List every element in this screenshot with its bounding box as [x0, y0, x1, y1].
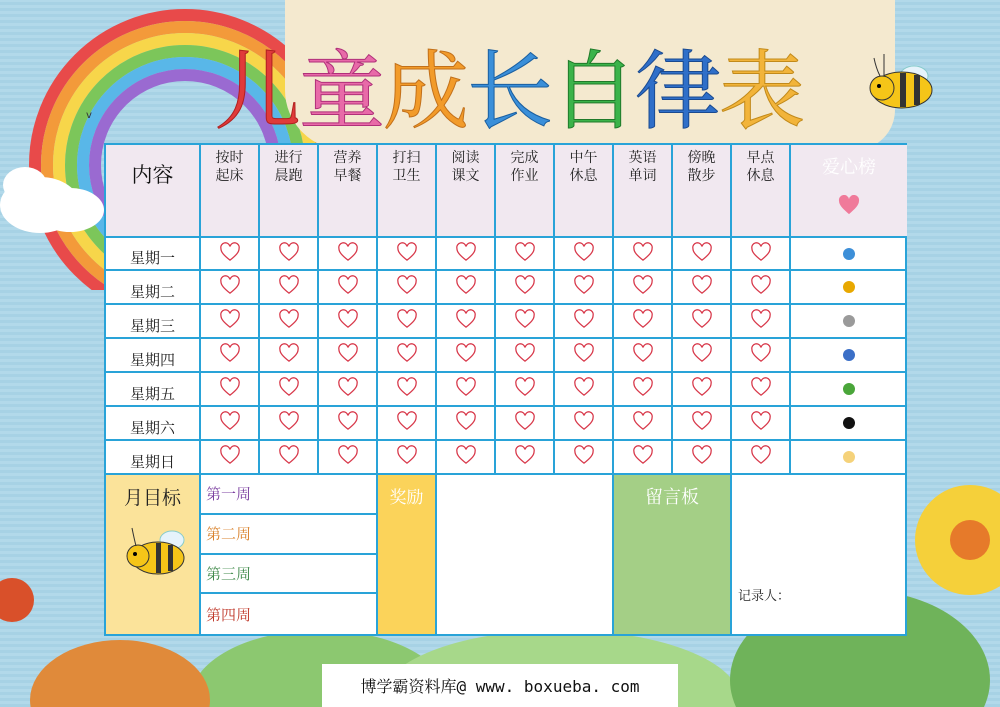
- heart-outline-icon: [632, 445, 654, 469]
- heart-checkbox[interactable]: [496, 271, 555, 305]
- page-title: [215, 22, 815, 142]
- task-label-line1: 营养: [333, 150, 362, 166]
- heart-checkbox[interactable]: [673, 339, 732, 373]
- heart-checkbox[interactable]: [378, 441, 437, 475]
- task-label-line2: 单词: [628, 168, 657, 184]
- heart-outline-icon: [337, 411, 359, 435]
- heart-checkbox[interactable]: [260, 407, 319, 441]
- heart-outline-icon: [455, 275, 477, 299]
- heart-checkbox[interactable]: [319, 305, 378, 339]
- day-label-cell: 星期三: [106, 305, 201, 339]
- reward-cell: [378, 475, 437, 634]
- task-label-line2: 卫生: [392, 168, 421, 184]
- heart-checkbox[interactable]: [673, 238, 732, 271]
- heart-checkbox[interactable]: [201, 441, 260, 475]
- header-task-cell: [437, 145, 496, 238]
- heart-checkbox[interactable]: [378, 305, 437, 339]
- heart-outline-icon: [691, 377, 713, 401]
- heart-checkbox[interactable]: [201, 339, 260, 373]
- heart-outline-icon: [455, 343, 477, 367]
- heart-checkbox[interactable]: [732, 441, 791, 475]
- heart-checkbox[interactable]: [201, 238, 260, 271]
- heart-outline-icon: [337, 309, 359, 333]
- heart-checkbox[interactable]: [496, 339, 555, 373]
- heart-checkbox[interactable]: [555, 271, 614, 305]
- heart-outline-icon: [632, 275, 654, 299]
- heart-outline-icon: [750, 343, 772, 367]
- heart-checkbox[interactable]: [260, 238, 319, 271]
- heart-checkbox[interactable]: [378, 407, 437, 441]
- heart-checkbox[interactable]: [732, 339, 791, 373]
- love-board-dot-cell: [791, 238, 907, 271]
- heart-outline-icon: [750, 445, 772, 469]
- heart-outline-icon: [337, 275, 359, 299]
- heart-checkbox[interactable]: [319, 373, 378, 407]
- day-label-cell: 星期四: [106, 339, 201, 373]
- heart-outline-icon: [455, 445, 477, 469]
- title-char: 自: [551, 42, 635, 142]
- heart-checkbox[interactable]: [614, 305, 673, 339]
- heart-checkbox[interactable]: [496, 238, 555, 271]
- heart-outline-icon: [278, 275, 300, 299]
- heart-outline-icon: [337, 242, 359, 266]
- task-label-line2: 晨跑: [274, 168, 303, 184]
- heart-outline-icon: [691, 275, 713, 299]
- task-label-line1: 中午: [569, 150, 598, 166]
- heart-checkbox[interactable]: [673, 373, 732, 407]
- love-board-header: [791, 145, 907, 238]
- heart-checkbox[interactable]: [614, 373, 673, 407]
- heart-icon: [791, 195, 907, 219]
- heart-outline-icon: [573, 445, 595, 469]
- bee-illustration: [862, 48, 942, 118]
- heart-checkbox[interactable]: [201, 373, 260, 407]
- heart-outline-icon: [573, 309, 595, 333]
- heart-outline-icon: [219, 343, 241, 367]
- heart-outline-icon: [632, 242, 654, 266]
- day-label-cell: 星期二: [106, 271, 201, 305]
- heart-checkbox[interactable]: [260, 373, 319, 407]
- heart-outline-icon: [691, 343, 713, 367]
- heart-checkbox[interactable]: [496, 305, 555, 339]
- love-board-dot-cell: [791, 373, 907, 407]
- heart-outline-icon: [278, 242, 300, 266]
- love-board-dot-cell: [791, 305, 907, 339]
- heart-outline-icon: [396, 275, 418, 299]
- heart-outline-icon: [514, 411, 536, 435]
- heart-checkbox[interactable]: [319, 271, 378, 305]
- heart-outline-icon: [573, 242, 595, 266]
- heart-outline-icon: [455, 242, 477, 266]
- title-char: 长: [467, 42, 551, 142]
- heart-outline-icon: [396, 242, 418, 266]
- task-label-line1: 打扫: [392, 150, 421, 166]
- heart-outline-icon: [337, 445, 359, 469]
- heart-checkbox[interactable]: [437, 441, 496, 475]
- heart-checkbox[interactable]: [378, 339, 437, 373]
- heart-outline-icon: [573, 377, 595, 401]
- heart-outline-icon: [632, 343, 654, 367]
- love-board-label: 爱心榜: [822, 157, 876, 178]
- heart-outline-icon: [278, 377, 300, 401]
- color-dot-icon: [843, 383, 855, 395]
- heart-outline-icon: [573, 275, 595, 299]
- header-task-cell: [673, 145, 732, 238]
- heart-checkbox[interactable]: [437, 238, 496, 271]
- heart-outline-icon: [750, 309, 772, 333]
- heart-checkbox[interactable]: [673, 305, 732, 339]
- heart-outline-icon: [514, 377, 536, 401]
- title-char: 儿: [215, 42, 299, 142]
- title-char: 表: [719, 42, 803, 142]
- task-label-line1: 阅读: [451, 150, 480, 166]
- heart-checkbox[interactable]: [319, 441, 378, 475]
- heart-checkbox[interactable]: [732, 407, 791, 441]
- heart-outline-icon: [632, 377, 654, 401]
- heart-checkbox[interactable]: [673, 441, 732, 475]
- title-char: 童: [299, 42, 383, 142]
- task-label-line1: 完成: [510, 150, 539, 166]
- task-label-line2: 休息: [746, 168, 775, 184]
- heart-checkbox[interactable]: [732, 271, 791, 305]
- heart-outline-icon: [278, 343, 300, 367]
- heart-checkbox[interactable]: [673, 271, 732, 305]
- header-task-cell: [260, 145, 319, 238]
- week-goal-row[interactable]: 第二周: [201, 515, 378, 555]
- love-board-dot-cell: [791, 407, 907, 441]
- heart-checkbox[interactable]: [614, 238, 673, 271]
- heart-checkbox[interactable]: [496, 441, 555, 475]
- heart-checkbox[interactable]: [732, 305, 791, 339]
- task-label-line1: 进行: [274, 150, 303, 166]
- header-task-cell: [496, 145, 555, 238]
- heart-outline-icon: [632, 309, 654, 333]
- reward-area[interactable]: [437, 475, 614, 634]
- heart-outline-icon: [219, 377, 241, 401]
- heart-outline-icon: [396, 411, 418, 435]
- heart-outline-icon: [514, 309, 536, 333]
- heart-checkbox[interactable]: [437, 305, 496, 339]
- love-board-dot-cell: [791, 441, 907, 475]
- content-label: 内容: [131, 163, 174, 187]
- title-char: 律: [635, 42, 719, 142]
- task-label-line2: 早餐: [333, 168, 362, 184]
- heart-checkbox[interactable]: [555, 238, 614, 271]
- header-content-cell: [106, 145, 201, 238]
- color-dot-icon: [843, 248, 855, 260]
- heart-outline-icon: [278, 309, 300, 333]
- heart-outline-icon: [337, 343, 359, 367]
- heart-outline-icon: [278, 411, 300, 435]
- heart-outline-icon: [573, 411, 595, 435]
- heart-outline-icon: [219, 309, 241, 333]
- task-label-line2: 散步: [687, 168, 716, 184]
- task-label-line1: 英语: [628, 150, 657, 166]
- task-label-line2: 休息: [569, 168, 598, 184]
- heart-outline-icon: [396, 445, 418, 469]
- heart-outline-icon: [396, 309, 418, 333]
- color-dot-icon: [843, 349, 855, 361]
- month-goal-label: 月目标: [123, 487, 181, 509]
- heart-checkbox[interactable]: [437, 339, 496, 373]
- heart-checkbox[interactable]: [260, 271, 319, 305]
- cloud-illustration: [0, 150, 110, 240]
- heart-checkbox[interactable]: [732, 373, 791, 407]
- task-label-line2: 课文: [451, 168, 480, 184]
- love-board-dot-cell: [791, 339, 907, 373]
- day-label-cell: 星期日: [106, 441, 201, 475]
- color-dot-icon: [843, 417, 855, 429]
- heart-outline-icon: [514, 242, 536, 266]
- heart-outline-icon: [219, 275, 241, 299]
- heart-checkbox[interactable]: [201, 305, 260, 339]
- heart-outline-icon: [337, 377, 359, 401]
- header-task-cell: [555, 145, 614, 238]
- header-task-cell: [614, 145, 673, 238]
- message-area[interactable]: [732, 475, 907, 634]
- heart-outline-icon: [691, 445, 713, 469]
- week-goal-row[interactable]: 第一周: [201, 475, 378, 515]
- heart-outline-icon: [396, 343, 418, 367]
- heart-outline-icon: [514, 275, 536, 299]
- heart-checkbox[interactable]: [555, 441, 614, 475]
- heart-checkbox[interactable]: [319, 339, 378, 373]
- heart-outline-icon: [691, 242, 713, 266]
- heart-checkbox[interactable]: [555, 407, 614, 441]
- heart-outline-icon: [455, 377, 477, 401]
- heart-outline-icon: [219, 242, 241, 266]
- heart-checkbox[interactable]: [496, 407, 555, 441]
- love-board-dot-cell: [791, 271, 907, 305]
- heart-checkbox[interactable]: [437, 407, 496, 441]
- heart-checkbox[interactable]: [614, 271, 673, 305]
- heart-checkbox[interactable]: [378, 238, 437, 271]
- header-task-cell: [732, 145, 791, 238]
- heart-checkbox[interactable]: [614, 407, 673, 441]
- heart-checkbox[interactable]: [437, 373, 496, 407]
- schedule-table: [104, 143, 907, 636]
- heart-checkbox[interactable]: [437, 271, 496, 305]
- heart-checkbox[interactable]: [260, 305, 319, 339]
- reward-label: 奖励: [389, 488, 424, 508]
- heart-outline-icon: [514, 445, 536, 469]
- heart-outline-icon: [514, 343, 536, 367]
- heart-outline-icon: [396, 377, 418, 401]
- heart-checkbox[interactable]: [614, 441, 673, 475]
- heart-outline-icon: [219, 445, 241, 469]
- heart-outline-icon: [278, 445, 300, 469]
- heart-checkbox[interactable]: [319, 238, 378, 271]
- color-dot-icon: [843, 315, 855, 327]
- heart-outline-icon: [632, 411, 654, 435]
- heart-checkbox[interactable]: [555, 339, 614, 373]
- heart-outline-icon: [455, 411, 477, 435]
- heart-outline-icon: [691, 309, 713, 333]
- heart-checkbox[interactable]: [555, 373, 614, 407]
- day-label-cell: 星期一: [106, 238, 201, 271]
- heart-checkbox[interactable]: [260, 441, 319, 475]
- color-dot-icon: [843, 451, 855, 463]
- heart-checkbox[interactable]: [614, 339, 673, 373]
- month-goal-cell: [106, 475, 201, 634]
- task-label-line2: 作业: [510, 168, 539, 184]
- heart-checkbox[interactable]: [260, 339, 319, 373]
- message-board-label: 留言板: [645, 487, 699, 508]
- heart-outline-icon: [691, 411, 713, 435]
- heart-checkbox[interactable]: [319, 407, 378, 441]
- heart-checkbox[interactable]: [201, 407, 260, 441]
- recorder-label: 记录人：: [738, 589, 791, 604]
- heart-outline-icon: [573, 343, 595, 367]
- heart-checkbox[interactable]: [201, 271, 260, 305]
- task-label-line2: 起床: [215, 168, 244, 184]
- stray-mark: v: [86, 110, 92, 121]
- title-char: 成: [383, 42, 467, 142]
- header-task-cell: [319, 145, 378, 238]
- day-label-cell: 星期六: [106, 407, 201, 441]
- task-label-line1: 早点: [746, 150, 775, 166]
- heart-checkbox[interactable]: [732, 238, 791, 271]
- task-label-line1: 傍晚: [687, 150, 716, 166]
- heart-checkbox[interactable]: [496, 373, 555, 407]
- heart-outline-icon: [750, 411, 772, 435]
- heart-checkbox[interactable]: [378, 271, 437, 305]
- heart-outline-icon: [750, 275, 772, 299]
- color-dot-icon: [843, 281, 855, 293]
- task-label-line1: 按时: [215, 150, 244, 166]
- bee-icon: [122, 522, 199, 586]
- header-task-cell: [201, 145, 260, 238]
- day-label-cell: 星期五: [106, 373, 201, 407]
- message-board-cell: [614, 475, 732, 634]
- heart-outline-icon: [219, 411, 241, 435]
- heart-outline-icon: [750, 377, 772, 401]
- heart-checkbox[interactable]: [555, 305, 614, 339]
- week-goal-row[interactable]: 第四周: [201, 594, 378, 634]
- heart-checkbox[interactable]: [378, 373, 437, 407]
- watermark-footer: 博学霸资料库@ www. boxueba. com: [322, 664, 678, 707]
- header-task-cell: [378, 145, 437, 238]
- heart-outline-icon: [455, 309, 477, 333]
- week-goal-row[interactable]: 第三周: [201, 555, 378, 595]
- heart-checkbox[interactable]: [673, 407, 732, 441]
- heart-outline-icon: [750, 242, 772, 266]
